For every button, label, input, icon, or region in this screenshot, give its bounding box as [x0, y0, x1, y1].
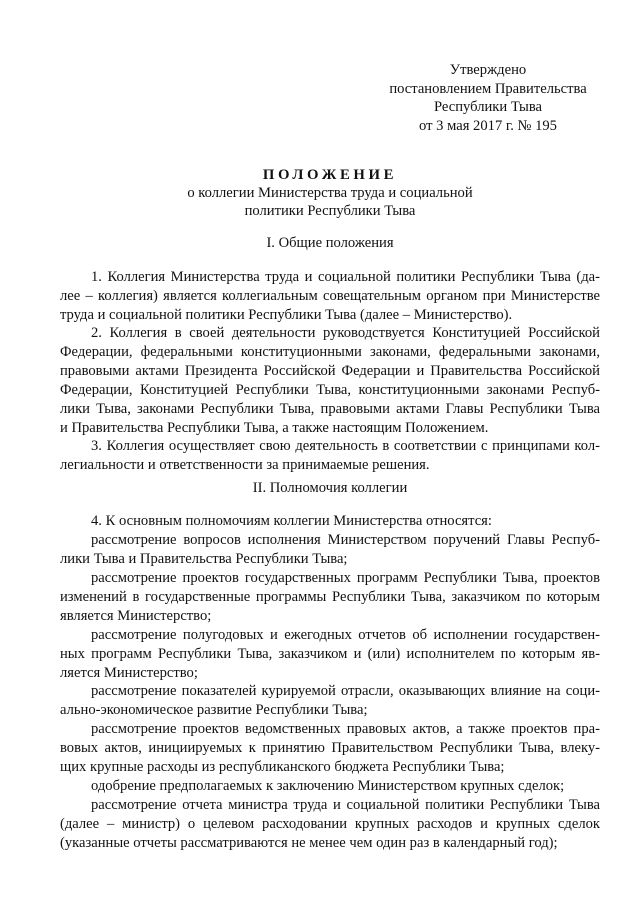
text-line: является Министерство; [60, 607, 212, 624]
text-line: рассмотрение вопросов исполнения Министерством поручений Главы Респуб- [91, 532, 600, 548]
text-line: ально-экономическое развитие Республики Тыва; [60, 701, 368, 718]
text-line: ляется Министерство; [60, 664, 198, 681]
section-heading-general: I. Общие положения [266, 235, 394, 251]
document-subtitle-line: политики Республики Тыва [244, 203, 416, 219]
text-line: лее – коллегия) является коллегиальным совещательным органом при Министерстве [60, 287, 600, 304]
approval-stamp [376, 61, 600, 135]
list-item-1 [60, 531, 600, 569]
text-line: вовых актов, инициируемых к принятию Правительством Республики Тыва, влеку- [60, 739, 600, 756]
list-item-3 [60, 626, 600, 683]
paragraph-1 [60, 268, 600, 325]
text-line: рассмотрение проектов государственных программ Республики Тыва, проектов [91, 570, 600, 586]
approval-date: от 3 мая 2017 г. № 195 [419, 117, 557, 134]
text-line: легиальности и ответственности за принимаемые решения. [60, 456, 430, 473]
document-subtitle-line: о коллегии Министерства труда и социальной [187, 185, 473, 201]
text-line: (далее – министр) о целевом расходовании крупных расходов и крупных сделок [60, 815, 600, 832]
document-title: ПОЛОЖЕНИЕ [262, 167, 398, 183]
paragraph-3 [60, 437, 600, 475]
text-line: рассмотрение полугодовых и ежегодных отчетов об исполнении государствен- [91, 627, 600, 643]
text-line: 1. Коллегия Министерства труда и социальной политики Республики Тыва (да- [91, 269, 600, 285]
text-line: рассмотрение показателей курируемой отрасли, оказывающих влияние на соци- [91, 683, 600, 699]
text-line: одобрение предполагаемых к заключению Министерством крупных сделок; [91, 778, 565, 794]
approval-line: постановлением Правительства [389, 80, 587, 97]
text-line: 3. Коллегия осуществляет свою деятельность в соответствии с принципами кол- [91, 438, 600, 454]
text-line: лики Тыва, законами Республики Тыва, правовыми актами Главы Республики Тыва [60, 400, 600, 417]
text-line: 4. К основным полномочиям коллегии Министерства относятся: [91, 513, 492, 529]
list-item-5 [60, 720, 600, 777]
list-item-7 [60, 796, 600, 853]
paragraph-2 [60, 324, 600, 437]
text-line: труда и социальной политики Республики Тыва (далее – Министерство). [60, 306, 513, 323]
list-item-4 [60, 682, 600, 720]
approval-line: Республики Тыва [433, 99, 543, 115]
text-line: лики Тыва и Правительства Республики Тыва; [60, 550, 348, 567]
text-line: ных программ Республики Тыва, заказчиком и (или) исполнителем по которым яв- [60, 645, 600, 662]
text-line: щих крупные расходы из республиканского бюджета Республики Тыва; [60, 758, 505, 775]
text-line: правовыми актами Президента Российской Федерации и Правительства Российской [60, 362, 600, 379]
text-line: 2. Коллегия в своей деятельности руководствуется Конституцией Российской [91, 325, 600, 341]
paragraph-4 [60, 512, 600, 531]
text-line: и Правительства Республики Тыва, а также настоящим Положением. [60, 419, 489, 436]
list-item-2 [60, 569, 600, 626]
text-line: изменений в государственные программы Республики Тыва, заказчиком по которым [60, 588, 600, 605]
text-line: Федерации, федеральными конституционными законами, федеральными законами, [60, 343, 600, 360]
text-line: рассмотрение отчета министра труда и социальной политики Республики Тыва [91, 797, 600, 813]
section-heading-powers: II. Полномочия коллегии [252, 480, 408, 496]
text-line: Федерации, Конституцией Республики Тыва, конституционными законами Респуб- [60, 381, 600, 398]
text-line: рассмотрение проектов ведомственных правовых актов, а также проектов пра- [91, 721, 600, 737]
approval-line: Утверждено [449, 62, 527, 78]
text-line: (указанные отчеты рассматриваются не менее чем один раз в календарный год); [60, 834, 558, 851]
document-title-block [60, 166, 600, 220]
list-item-6 [60, 777, 600, 796]
